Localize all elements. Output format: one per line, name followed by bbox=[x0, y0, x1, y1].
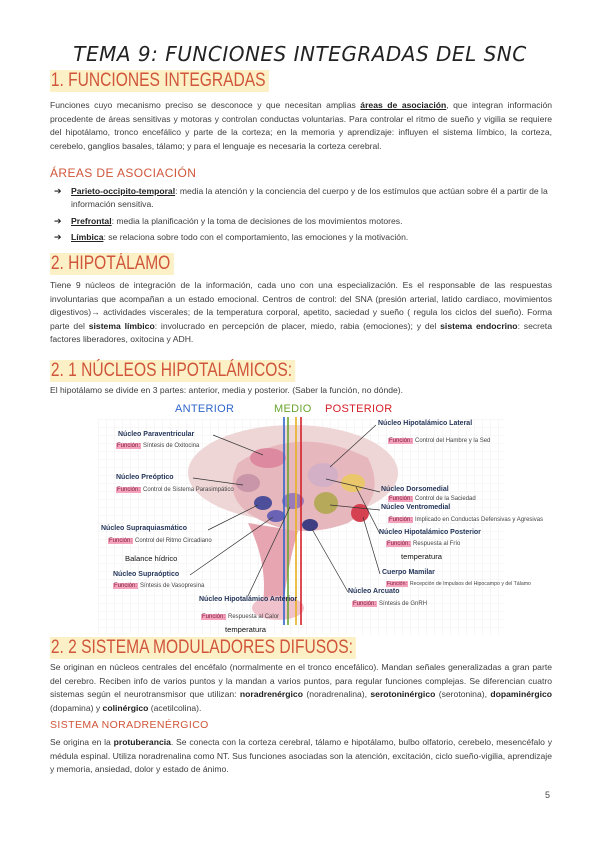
nucleus-paraventricular bbox=[250, 448, 286, 468]
list-item: ➔ Prefrontal: media la planificación y la toma de decisiones de los movimientos motores. bbox=[54, 215, 403, 226]
subheading-noradrenergico: SISTEMA NORADRENÉRGICO bbox=[50, 719, 209, 731]
list-item: ➔ Límbica: se relaciona sobre todo con el comportamiento, las emociones y la motivación. bbox=[54, 232, 409, 243]
note-temperatura-anterior: temperatura bbox=[225, 625, 266, 634]
page-title: TEMA 9: FUNCIONES INTEGRADAS DEL SNC bbox=[73, 42, 527, 66]
header-posterior: POSTERIOR bbox=[325, 403, 393, 415]
areas-asociacion-link: áreas de asociación bbox=[360, 100, 447, 110]
nucleus-suprachiasmatic bbox=[254, 496, 272, 510]
section-heading-funciones: 1. FUNCIONES INTEGRADAS bbox=[50, 70, 269, 92]
fn-dorsomedial: Función: Control de la Saciedad bbox=[389, 496, 476, 502]
hypothalamus-figure bbox=[98, 403, 544, 635]
label-ventromedial: Núcleo Ventromedial bbox=[381, 504, 451, 511]
noradrenergico-paragraph: Se origina en la protuberancia. Se conecta con la corteza cerebral, tálamo e hipotálamo, bulbo olfatorio, cerebelo, mesencéfalo y médula espinal. Utiliza noradrenalina como NT. Sus funciones asociadas son la atención, excitación, ciclo sueño-vigilia, aprendizaje y memoria, ansiedad, dolor y estado de ánimo. bbox=[50, 737, 553, 775]
nucleus-ventromedial bbox=[314, 492, 338, 514]
label-supraquiasmatico: Núcleo Supraquiasmático bbox=[101, 525, 187, 532]
label-paraventricular: Núcleo Paraventricular bbox=[118, 431, 195, 438]
label-cuerpo-mamilar: Cuerpo Mamilar bbox=[382, 569, 435, 576]
areas-list bbox=[54, 185, 554, 248]
label-preoptico: Núcleo Preóptico bbox=[116, 474, 174, 481]
note-temperatura-posterior: temperatura bbox=[401, 552, 442, 561]
nucleus-arcuate bbox=[302, 519, 318, 531]
fn-ventromedial: Función: Implicado en Conductas Defensivas y Agresivas bbox=[389, 517, 544, 523]
nucleus-dorsomedial bbox=[308, 463, 338, 487]
section-heading-moduladores: 2. 2 SISTEMA MODULADORES DIFUSOS: bbox=[50, 637, 356, 659]
moduladores-paragraph: Se originan en núcleos centrales del encéfalo (normalmente en el tronco encefálico). Mandan señales generalizadas a gran parte del cerebro. Reciben info de varios puntos y la mandan a varios puntos, para regular funciones complejas. Se diferencian cuatro sistemas según el neurotransmisor que utilizan: noradrenérgico (noradrenalina), serotoninérgico (serotonina), dopaminérgico (dopamina) y colinérgico (acetilcolina). bbox=[50, 662, 552, 713]
label-arcuato: Núcleo Arcuato bbox=[348, 588, 400, 595]
label-posterior: Núcleo Hipotalámico Posterior bbox=[379, 529, 481, 536]
fn-arcuato: Función: Síntesis de GnRH bbox=[353, 601, 428, 607]
nucleus-preoptic bbox=[236, 474, 260, 492]
hipotalamo-paragraph: Tiene 9 núcleos de integración de la información, cada uno con una especialización. Es el responsable de las respuestas involuntarias que acompañan a un estado emocional. Centros de control: del SNA (presión arterial, latido cardiaco, movimientos digestivos)→ actividades viscerales; de la temperatura corporal, apetito, saciedad y sueño ( regula los ciclos del sueño). Forma parte del sistema límbico: involucrado en percepción de placer, miedo, rabia (emociones); y del sistema endocrino: secreta factores liberadores, oxitocina y ADH. bbox=[50, 280, 552, 345]
label-anterior: Núcleo Hipotalámico Anterior bbox=[199, 596, 298, 603]
section-heading-nucleos: 2. 1 NÚCLEOS HIPOTALÁMICOS: bbox=[50, 360, 295, 382]
fn-lateral: Función: Control del Hambre y la Sed bbox=[389, 438, 491, 444]
fn-preoptico: Función: Control de Sistema Parasimpático bbox=[117, 487, 234, 493]
header-anterior: ANTERIOR bbox=[175, 403, 235, 415]
note-balance-hidrico: Balance hídrico bbox=[125, 554, 178, 563]
nucleos-paragraph: El hipotálamo se divide en 3 partes: anterior, media y posterior. (Saber la función, no dónde). bbox=[50, 385, 404, 395]
page-number: 5 bbox=[544, 790, 550, 800]
label-supraoptico: Núcleo Supraóptico bbox=[113, 571, 180, 578]
fn-paraventricular: Función: Síntesis de Oxitocina bbox=[117, 443, 200, 449]
fn-posterior: Función: Respuesta al Frío bbox=[387, 541, 461, 547]
label-dorsomedial: Núcleo Dorsomedial bbox=[381, 486, 449, 493]
nucleus-posterior bbox=[341, 474, 365, 492]
fn-supraoptico: Función: Síntesis de Vasopresina bbox=[114, 583, 205, 589]
list-item: ➔ Parieto-occipito-temporal: media la atención y la conciencia del cuerpo y de los estímulos que actúan sobre él a partir de la información sensitiva. bbox=[54, 186, 548, 210]
intro-paragraph: Funciones cuyo mecanismo preciso se desconoce y que necesitan amplias áreas de asociación, que integran información procedente de áreas sensitivas y motoras y controlan conductas voluntarias. Para controlar el ritmo de sueño y vigilia se requiere del hipotálamo, tronco encefálico y parte de la corteza; en la memoria y aprendizaje: influyen el sistema límbico, la corteza, cerebelo, ganglios basales, tálamo; y para el lenguaje es necesaria la corteza cerebral. bbox=[50, 100, 553, 151]
fn-anterior: Función: Respuesta al Calor bbox=[202, 614, 280, 620]
subheading-areas: ÁREAS DE ASOCIACIÓN bbox=[50, 166, 197, 180]
label-lateral: Núcleo Hipotalámico Lateral bbox=[378, 420, 473, 427]
fn-supraquiasmatico: Función: Control del Ritmo Circadiano bbox=[109, 538, 212, 544]
fn-cuerpo-mamilar: Función: Recepción de Impulsos del Hipocampo y del Tálamo bbox=[387, 581, 531, 587]
nucleus-supraoptic bbox=[267, 510, 285, 522]
section-heading-hipotalamo: 2. HIPOTÁLAMO bbox=[50, 253, 174, 275]
header-medio: MEDIO bbox=[274, 403, 312, 415]
